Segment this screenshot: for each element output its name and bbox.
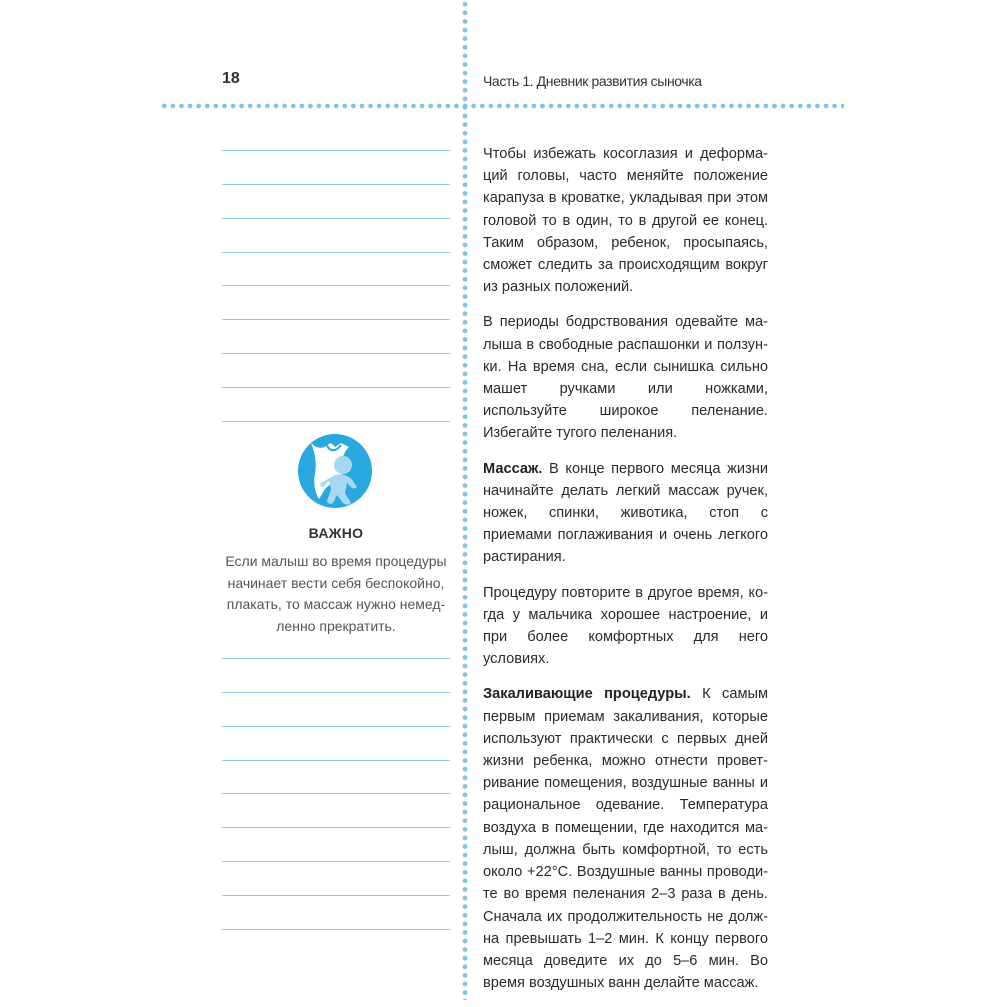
paragraph: Чтобы избежать косоглазия и деформаций головы, часто меняйте положение карапуза в кроватке, укладывая при этом головой то в один, то в другой ее конец. Таким образом, ребенок, просыпаясь, сможет следить за происходящим вокруг из разных положений. [483, 146, 768, 296]
paragraph: В периоды бодрствования одевайте малыша в свободные распашонки и ползунки. На время сна, если сынишка сильно машет ручками или ножками, используйте широкое пеленание. Избегайте тугого пеленания. [483, 314, 768, 442]
note-line [222, 794, 450, 828]
important-title: ВАЖНО [308, 525, 364, 541]
vertical-dotted-divider [461, 0, 469, 1000]
paragraph-text: К самым первым приемам закаливания, которые используют практически с первых дней жизни ребенка, можно отнести проветривание помещения, воздушные ванны и рациональное одевание. Температура воздуха в помещении, где находится малыш, должна быть комфортной, то есть около +22°С. Воздушные ванны проводите во время пеленания 2–3 раза в день. Сначала их продолжительность не должна превышать 1–2 мин. К концу первого месяца доведите их до 5–6 мин. Во время воздушных ванн делайте массаж. [483, 686, 768, 992]
note-line [222, 693, 450, 727]
note-line [222, 625, 450, 659]
note-line [222, 286, 450, 320]
note-line [222, 388, 450, 422]
note-line [222, 151, 450, 185]
note-line [222, 320, 450, 354]
paragraph-text: В конце первого месяца жизни начинайте делать легкий массаж ручек, ножек, спинки, животика, стоп с приемами поглаживания и очень легкого растирания. [483, 460, 768, 566]
note-line [222, 354, 450, 388]
note-line [222, 117, 450, 151]
note-line [222, 219, 450, 253]
running-head: Часть 1. Дневник развития сыночка [483, 73, 702, 89]
note-line [222, 828, 450, 862]
note-line [222, 185, 450, 219]
heading-massage: Массаж. [483, 460, 543, 477]
paragraph-massage [483, 458, 768, 569]
page-number: 18 [222, 70, 240, 87]
important-text: Если малыш во время процедуры начинает вести себя беспокойно, плакать, то массаж нужно немедленно прекратить. [225, 553, 447, 634]
main-text-column [483, 143, 768, 1007]
baby-circle-icon [297, 433, 373, 509]
paragraph: Процедуру повторите в другое время, когда у мальчика хорошее настроение, и при более комфортных для него условиях. [483, 584, 768, 668]
notes-lines-top [222, 117, 450, 422]
note-line [222, 727, 450, 761]
paragraph-hardening [483, 683, 768, 994]
horizontal-dotted-divider [160, 102, 844, 110]
note-line [222, 896, 450, 930]
note-line [222, 253, 450, 287]
note-line [222, 862, 450, 896]
heading-hardening: Закаливающие процедуры. [483, 686, 691, 703]
notes-lines-bottom [222, 625, 450, 930]
note-line [222, 761, 450, 795]
note-line [222, 659, 450, 693]
